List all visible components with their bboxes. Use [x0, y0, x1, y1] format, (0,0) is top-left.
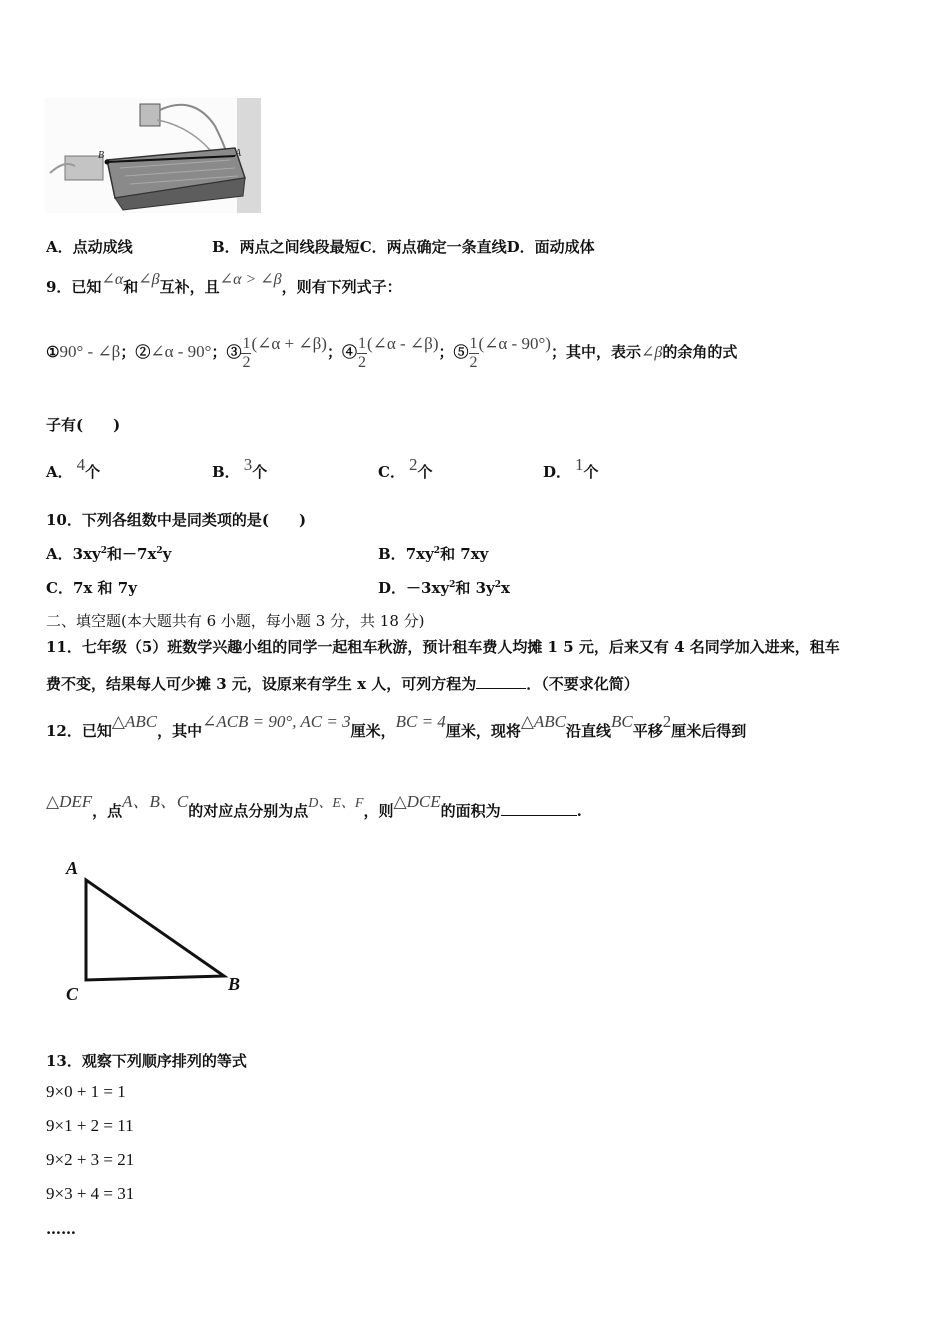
q9-option-d-value: 1 — [575, 455, 584, 474]
q8-option-b-text: B．两点之间线段最短 — [212, 238, 360, 256]
q10-d-p1: －3xy — [406, 579, 450, 597]
q10-a-label: A． — [46, 545, 73, 563]
q11-line2-b: ．（不要求化简） — [526, 675, 639, 693]
q9-option-c-label: C． — [378, 463, 405, 481]
q11-line2-a: 费不变，结果每人可少摊 3 元，设原来有学生 x 人，可列方程为 — [46, 675, 477, 693]
q9-option-d — [543, 454, 599, 481]
q9-option-a-value: 4 — [76, 455, 86, 474]
frac-num: 1 — [469, 334, 478, 352]
q10-d-s1: 2 — [449, 580, 456, 590]
q12-p5: 平移 — [632, 722, 663, 740]
q10-b-p2: 和 7xy — [440, 545, 489, 563]
q9-line2: 子有( ) — [46, 416, 121, 434]
q12-p8: 的对应点分别为点 — [188, 802, 309, 820]
q12-answer-blank[interactable] — [501, 815, 577, 816]
q12-p1: ，其中 — [157, 722, 203, 740]
q9-e4: (∠α - ∠β) — [366, 334, 439, 353]
q12-dce: △DCE — [393, 792, 441, 811]
q9-e4-frac — [357, 335, 367, 372]
q10-option-a — [46, 543, 171, 564]
q9-option-c-value: 2 — [408, 455, 418, 474]
q12-p6: 厘米后得到 — [671, 722, 747, 740]
q10-c-label: C． — [46, 579, 73, 597]
frac-num: 1 — [357, 334, 366, 352]
q9-rest-c: 的余角的式 — [662, 343, 738, 361]
q10-b-s1: 2 — [433, 546, 441, 556]
q9-option-d-unit: 个 — [583, 463, 599, 481]
q12-p9: ，则 — [363, 802, 394, 820]
q10-b-label: B． — [378, 545, 406, 563]
frac-num: 1 — [242, 334, 251, 352]
q10-title: 10．下列各组数中是同类项的是( ) — [46, 511, 307, 529]
q10-a-s1: 2 — [100, 546, 108, 556]
q12-p4: 沿直线 — [566, 722, 612, 740]
triangle-abc — [86, 880, 224, 980]
q11-line2 — [46, 673, 639, 694]
q10-a-p2: 和－7x — [107, 545, 157, 563]
q10-d-p2: 和 3y — [455, 579, 495, 597]
q13-dots: …… — [46, 1220, 76, 1238]
q12-p10: 的面积为 — [440, 802, 501, 820]
q9-option-b-unit: 个 — [252, 463, 268, 481]
q9-option-a-unit: 个 — [85, 463, 101, 481]
picture-label-b: B — [98, 150, 105, 161]
q13-eq-2: 9×1 + 2 = 11 — [46, 1116, 134, 1135]
q9-e3-frac — [241, 335, 251, 372]
q12-def: △DEF — [46, 792, 93, 811]
q12-end: . — [576, 802, 582, 820]
q9-stem — [46, 271, 402, 297]
triangle-figure — [60, 852, 260, 1008]
q12-two: 2 — [662, 712, 672, 731]
vertex-label-a: A — [66, 858, 79, 878]
picture-label-a: A — [235, 148, 242, 159]
q9-e5-frac — [469, 335, 479, 372]
q12-lead: 12．已知 — [46, 722, 112, 740]
q12-def2: D、E、F — [308, 796, 364, 811]
q12-bc2: BC — [611, 712, 633, 731]
section-2-title: 二、填空题(本大题共有 6 小题，每小题 3 分，共 18 分) — [46, 612, 425, 630]
q10-option-d — [378, 577, 510, 598]
q9-hubu: 互补，且 — [159, 278, 220, 296]
q12-cond: ∠ACB = 90°, AC = 3 — [202, 712, 351, 731]
q13-eq-3: 9×2 + 3 = 21 — [46, 1150, 135, 1169]
q9-e1-mark: ① — [46, 343, 60, 361]
q9-cond: ∠α > ∠β — [219, 271, 282, 288]
q10-option-c — [46, 577, 137, 598]
q12-tri2: △ABC — [520, 712, 567, 731]
board-photo — [45, 98, 261, 213]
q13-title: 13．观察下列顺序排列的等式 — [46, 1052, 247, 1070]
q9-he: 和 — [123, 278, 139, 296]
frac-den: 2 — [357, 353, 366, 371]
q9-option-b-label: B． — [212, 463, 240, 481]
q9-expressions — [46, 332, 737, 372]
q9-e1: 90° - ∠β — [59, 342, 121, 361]
frac-den: 2 — [242, 353, 251, 371]
q9-e4-mark: ；④ — [326, 343, 357, 361]
q9-beta: ∠β — [138, 271, 160, 288]
q9-option-d-label: D． — [543, 463, 572, 481]
q9-option-b-value: 3 — [243, 455, 253, 474]
q12-bc: BC = 4 — [395, 712, 446, 731]
q8-option-b — [212, 236, 595, 257]
triangle-drawing — [60, 852, 260, 1008]
q12-abc: A、B、C — [122, 792, 189, 811]
q10-b-p1: 7xy — [405, 545, 434, 563]
q9-option-b — [212, 454, 268, 481]
q12-line2 — [46, 792, 582, 821]
q10-option-b — [378, 543, 488, 564]
q10-c-p1: 7x 和 7y — [72, 579, 137, 597]
q12-p2: 厘米， — [350, 722, 396, 740]
q10-d-p3: x — [501, 579, 510, 597]
q10-a-s2: 2 — [156, 546, 163, 556]
vertex-label-b: B — [228, 974, 241, 994]
q10-d-s2: 2 — [494, 580, 502, 590]
q9-e5-mark: ；⑤ — [438, 343, 469, 361]
q9-rest-beta: ∠β — [640, 344, 663, 361]
q13-eq-4: 9×3 + 4 = 31 — [46, 1184, 135, 1203]
q9-lead: 9．已知 — [46, 278, 102, 296]
q9-e5: (∠α - 90°) — [478, 334, 551, 353]
q9-e2: ∠α - 90° — [150, 342, 212, 361]
q9-tail: ，则有下列式子： — [281, 278, 402, 296]
q9-e2-mark: ；② — [120, 343, 151, 361]
q9-option-a — [46, 454, 101, 481]
q11-line1: 11．七年级（5）班数学兴趣小组的同学一起租车秋游，预计租车费人均摊 1 5 元，后来又有 4 名同学加入进来，租车 — [46, 638, 840, 656]
q9-e3: (∠α + ∠β) — [251, 334, 327, 353]
frac-den: 2 — [469, 353, 478, 371]
q12-p3: 厘米，现将 — [445, 722, 521, 740]
q8-option-d-text: D．面动成体 — [506, 238, 595, 256]
q12-line1 — [46, 712, 747, 741]
q12-p7: ，点 — [92, 802, 123, 820]
q10-a-p3: y — [162, 545, 172, 563]
q8-option-a: A．点动成线 — [46, 238, 133, 256]
q12-tri: △ABC — [111, 712, 158, 731]
q10-d-label: D． — [378, 579, 407, 597]
board-photo-drawing — [45, 98, 261, 213]
q9-alpha: ∠α — [101, 271, 124, 288]
q10-a-p1: 3xy — [72, 545, 101, 563]
q9-option-c-unit: 个 — [417, 463, 433, 481]
vertex-label-c: C — [66, 984, 79, 1004]
q9-e3-mark: ；③ — [211, 343, 242, 361]
q11-answer-blank[interactable] — [476, 688, 526, 689]
q9-option-a-label: A． — [46, 463, 73, 481]
q9-rest-a: ；其中，表示 — [550, 343, 641, 361]
q9-option-c — [378, 454, 433, 481]
q8-option-c-text: C．两点确定一条直线 — [359, 238, 507, 256]
q13-eq-1: 9×0 + 1 = 1 — [46, 1082, 126, 1101]
